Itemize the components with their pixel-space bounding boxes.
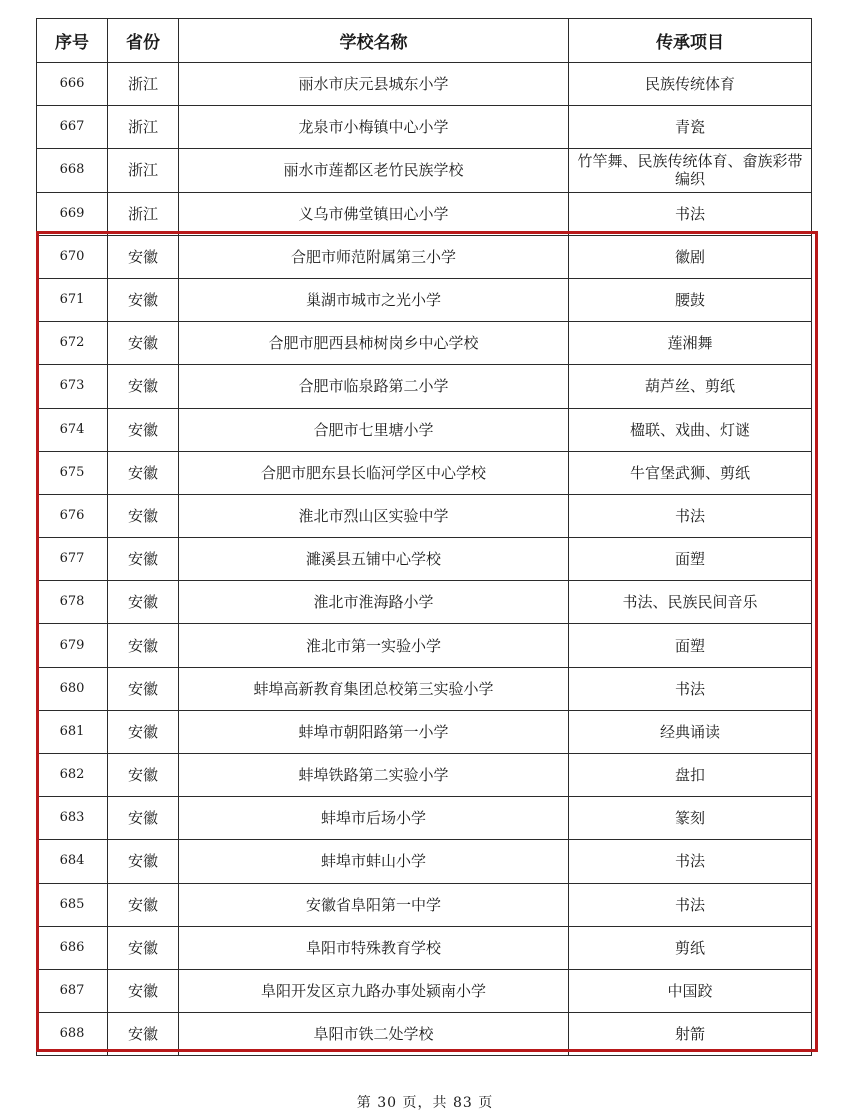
table-row <box>37 754 812 797</box>
cell-province: 浙江 <box>108 63 179 106</box>
table-row <box>37 1013 812 1056</box>
cell-serial-number: 681 <box>37 710 108 753</box>
cell-heritage-project: 牛官堡武狮、剪纸 <box>569 451 812 494</box>
cell-province: 安徽 <box>108 969 179 1012</box>
cell-heritage-project: 射箭 <box>569 1013 812 1056</box>
header-school-name: 学校名称 <box>179 19 569 63</box>
table-row <box>37 797 812 840</box>
school-list-table-container <box>36 18 811 1056</box>
table-row <box>37 408 812 451</box>
table-row <box>37 278 812 321</box>
cell-province: 浙江 <box>108 192 179 235</box>
table-row <box>37 710 812 753</box>
table-row <box>37 63 812 106</box>
cell-serial-number: 669 <box>37 192 108 235</box>
cell-school-name: 淮北市烈山区实验中学 <box>179 494 569 537</box>
cell-heritage-project: 中国跤 <box>569 969 812 1012</box>
cell-school-name: 龙泉市小梅镇中心小学 <box>179 106 569 149</box>
table-row <box>37 149 812 192</box>
header-serial-number: 序号 <box>37 19 108 63</box>
cell-school-name: 阜阳市特殊教育学校 <box>179 926 569 969</box>
cell-serial-number: 680 <box>37 667 108 710</box>
cell-province: 安徽 <box>108 365 179 408</box>
cell-province: 安徽 <box>108 581 179 624</box>
cell-school-name: 阜阳市铁二处学校 <box>179 1013 569 1056</box>
table-row <box>37 451 812 494</box>
cell-province: 安徽 <box>108 538 179 581</box>
cell-school-name: 义乌市佛堂镇田心小学 <box>179 192 569 235</box>
cell-province: 安徽 <box>108 754 179 797</box>
cell-province: 安徽 <box>108 322 179 365</box>
cell-school-name: 巢湖市城市之光小学 <box>179 278 569 321</box>
cell-heritage-project: 书法 <box>569 192 812 235</box>
header-province: 省份 <box>108 19 179 63</box>
cell-heritage-project: 楹联、戏曲、灯谜 <box>569 408 812 451</box>
table-row <box>37 106 812 149</box>
cell-serial-number: 673 <box>37 365 108 408</box>
cell-heritage-project: 书法 <box>569 667 812 710</box>
cell-province: 安徽 <box>108 408 179 451</box>
cell-heritage-project: 盘扣 <box>569 754 812 797</box>
cell-serial-number: 688 <box>37 1013 108 1056</box>
table-row <box>37 322 812 365</box>
cell-school-name: 安徽省阜阳第一中学 <box>179 883 569 926</box>
cell-province: 安徽 <box>108 624 179 667</box>
table-row <box>37 235 812 278</box>
cell-school-name: 淮北市第一实验小学 <box>179 624 569 667</box>
table-header-row <box>37 19 812 63</box>
cell-school-name: 阜阳开发区京九路办事处颍南小学 <box>179 969 569 1012</box>
cell-serial-number: 668 <box>37 149 108 192</box>
cell-province: 安徽 <box>108 840 179 883</box>
cell-serial-number: 685 <box>37 883 108 926</box>
cell-province: 安徽 <box>108 235 179 278</box>
cell-province: 安徽 <box>108 278 179 321</box>
cell-serial-number: 676 <box>37 494 108 537</box>
cell-heritage-project: 莲湘舞 <box>569 322 812 365</box>
table-row <box>37 624 812 667</box>
cell-school-name: 蚌埠市蚌山小学 <box>179 840 569 883</box>
cell-serial-number: 678 <box>37 581 108 624</box>
table-row <box>37 192 812 235</box>
cell-heritage-project: 篆刻 <box>569 797 812 840</box>
cell-school-name: 合肥市肥东县长临河学区中心学校 <box>179 451 569 494</box>
cell-school-name: 濉溪县五铺中心学校 <box>179 538 569 581</box>
cell-school-name: 丽水市庆元县城东小学 <box>179 63 569 106</box>
cell-heritage-project: 剪纸 <box>569 926 812 969</box>
cell-province: 安徽 <box>108 494 179 537</box>
cell-serial-number: 672 <box>37 322 108 365</box>
cell-heritage-project: 青瓷 <box>569 106 812 149</box>
cell-heritage-project: 面塑 <box>569 538 812 581</box>
table-row <box>37 581 812 624</box>
cell-serial-number: 679 <box>37 624 108 667</box>
cell-province: 安徽 <box>108 797 179 840</box>
cell-school-name: 合肥市临泉路第二小学 <box>179 365 569 408</box>
cell-province: 浙江 <box>108 106 179 149</box>
table-row <box>37 883 812 926</box>
cell-school-name: 合肥市肥西县柿树岗乡中心学校 <box>179 322 569 365</box>
cell-serial-number: 682 <box>37 754 108 797</box>
cell-serial-number: 670 <box>37 235 108 278</box>
cell-school-name: 蚌埠铁路第二实验小学 <box>179 754 569 797</box>
cell-serial-number: 684 <box>37 840 108 883</box>
cell-province: 安徽 <box>108 926 179 969</box>
school-list-table <box>36 18 812 1056</box>
cell-heritage-project: 民族传统体育 <box>569 63 812 106</box>
table-row <box>37 926 812 969</box>
cell-serial-number: 671 <box>37 278 108 321</box>
cell-province: 浙江 <box>108 149 179 192</box>
cell-heritage-project: 书法 <box>569 883 812 926</box>
cell-serial-number: 666 <box>37 63 108 106</box>
cell-school-name: 蚌埠高新教育集团总校第三实验小学 <box>179 667 569 710</box>
cell-school-name: 淮北市淮海路小学 <box>179 581 569 624</box>
cell-heritage-project: 徽剧 <box>569 235 812 278</box>
cell-serial-number: 674 <box>37 408 108 451</box>
cell-school-name: 蚌埠市朝阳路第一小学 <box>179 710 569 753</box>
table-row <box>37 840 812 883</box>
table-body <box>37 63 812 1056</box>
cell-heritage-project: 面塑 <box>569 624 812 667</box>
cell-province: 安徽 <box>108 667 179 710</box>
cell-serial-number: 675 <box>37 451 108 494</box>
table-row <box>37 365 812 408</box>
cell-school-name: 合肥市师范附属第三小学 <box>179 235 569 278</box>
cell-serial-number: 686 <box>37 926 108 969</box>
cell-heritage-project: 书法、民族民间音乐 <box>569 581 812 624</box>
cell-heritage-project: 经典诵读 <box>569 710 812 753</box>
cell-heritage-project: 书法 <box>569 494 812 537</box>
cell-province: 安徽 <box>108 451 179 494</box>
table-row <box>37 494 812 537</box>
page-footer: 第 30 页，共 83 页 <box>356 1095 494 1111</box>
table-row <box>37 667 812 710</box>
cell-serial-number: 667 <box>37 106 108 149</box>
cell-school-name: 合肥市七里塘小学 <box>179 408 569 451</box>
cell-heritage-project: 葫芦丝、剪纸 <box>569 365 812 408</box>
table-row <box>37 538 812 581</box>
cell-serial-number: 687 <box>37 969 108 1012</box>
cell-serial-number: 683 <box>37 797 108 840</box>
cell-heritage-project: 腰鼓 <box>569 278 812 321</box>
cell-province: 安徽 <box>108 1013 179 1056</box>
header-heritage-project: 传承项目 <box>569 19 812 63</box>
cell-province: 安徽 <box>108 710 179 753</box>
cell-school-name: 蚌埠市后场小学 <box>179 797 569 840</box>
table-row <box>37 969 812 1012</box>
cell-school-name: 丽水市莲都区老竹民族学校 <box>179 149 569 192</box>
cell-serial-number: 677 <box>37 538 108 581</box>
cell-heritage-project: 书法 <box>569 840 812 883</box>
cell-province: 安徽 <box>108 883 179 926</box>
cell-heritage-project: 竹竿舞、民族传统体育、畲族彩带编织 <box>569 149 812 192</box>
